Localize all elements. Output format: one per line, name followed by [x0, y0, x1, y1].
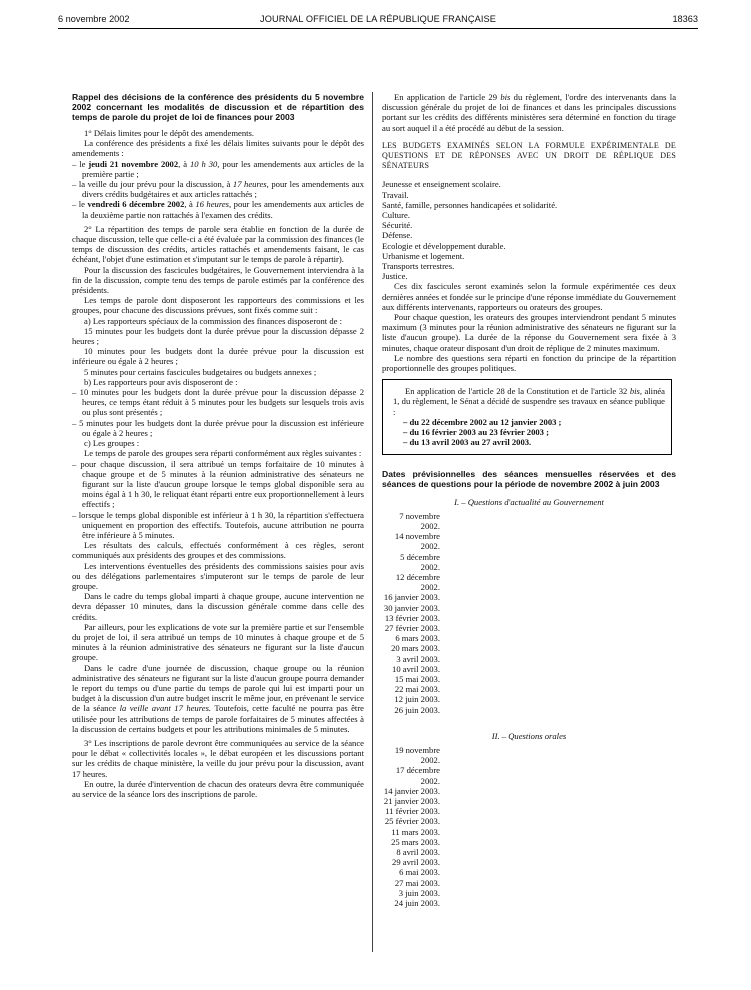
date-item: 21 janvier 2003.: [383, 795, 440, 806]
para-4: Pour la discussion des fascicules budgétaires, le Gouvernement interviendra à la fin de la discussion, compte tenu des temps de parole estimés par la conférence des présidents.: [72, 264, 364, 296]
header-rule: [58, 28, 698, 29]
left-column: [72, 92, 364, 799]
date-item: 20 mars 2003.: [391, 643, 440, 654]
para-5: Les temps de parole dont disposeront les rapporteurs des commissions et les groupes, pour chacune des discussions prévues, sont fixés comme suit :: [72, 295, 364, 316]
dates-list-2: [382, 745, 676, 908]
date-item: 16 janvier 2003.: [383, 592, 440, 603]
section-2-heading: II. – Questions orales: [491, 730, 567, 741]
date-item: 14 novembre 2002.: [394, 531, 440, 552]
item-c: c) Les groupes :: [84, 438, 140, 449]
box-item: – du 22 décembre 2002 au 12 janvier 2003 ;: [403, 416, 562, 427]
item-b1: – 10 minutes pour les budgets dont la durée prévue pour la discussion dépasse 2 heures, ce temps étant réduit à 5 minutes pour les budgets sur lesquels trois avis ou plus sont présentés ;: [72, 387, 364, 418]
date-item: 11 février 2003.: [385, 806, 440, 817]
para-8: Dans le cadre du temps global imparti à chaque groupe, aucune intervention ne devra dépasser 10 minutes, dans la discussion générale comme dans celle des crédits.: [72, 591, 364, 622]
para-10: Dans le cadre d'une journée de discussion, chaque groupe ou la réunion administrative des sénateurs ne figurant sur la liste d'aucun groupe pourra demander le report du temps ou d'une partie du temps de parole qui lui est imparti pour un budget à la discussion d'un autre budget inscrit le même jour, en prévenant le service de la séance la veille avant 17 heures. Toutefois, cette faculté ne pourra pas être utilisée pour les attributions de temps de parole forfaitaires de 5 minutes affectées à la discussion de certains budgets et pour les attributions minimales de 5 minutes.: [72, 662, 364, 734]
date-item: 11 mars 2003.: [391, 826, 440, 837]
date-item: 27 mai 2003.: [394, 877, 440, 888]
dash-item-1: – le jeudi 21 novembre 2002, à 10 h 30, pour les amendements aux articles de la première partie ;: [72, 158, 364, 179]
box-item: – du 13 avril 2003 au 27 avril 2003.: [403, 437, 532, 448]
budgets-caps-heading: LES BUDGETS EXAMINÉS SELON LA FORMULE EXPÉRIMENTALE DE QUESTIONS ET DE RÉPONSES AVEC UN DROIT DE RÉPLIQUE DES SÉNATEURS: [382, 140, 676, 171]
date-item: 15 mai 2003.: [394, 673, 440, 684]
item-a: a) Les rapporteurs spéciaux de la commission des finances disposeront de :: [84, 315, 342, 326]
para-7: Les interventions éventuelles des présidents des commissions saisies pour avis ou des délégations parlementaires s'imputeront sur le temps de parole de leur groupe.: [72, 560, 364, 591]
para-9: Par ailleurs, pour les explications de vote sur la première partie et sur l'ensemble du projet de loi, il sera attribué un temps de 10 minutes à chaque groupe et de 5 minutes à la réunion administrative des sénateurs ne figurant sur la liste d'aucun groupe.: [72, 621, 364, 663]
date-item: 22 mai 2003.: [394, 684, 440, 695]
dash-item-3: – le vendredi 6 décembre 2002, à 16 heures, pour les amendements aux articles de la deuxième partie non rattachés à l'examen des crédits.: [72, 199, 364, 220]
date-item: 30 janvier 2003.: [383, 602, 440, 613]
para-2: La conférence des présidents a fixé les délais limites suivants pour le dépôt des amendements :: [72, 138, 364, 159]
date-item: 29 avril 2003.: [392, 857, 440, 868]
header-date: 6 novembre 2002: [58, 14, 130, 24]
date-item: 7 novembre 2002.: [399, 510, 440, 531]
item-a1: 15 minutes pour les budgets dont la durée prévue pour la discussion dépasse 2 heures ;: [72, 325, 364, 347]
date-item: 5 décembre 2002.: [400, 551, 440, 572]
budget-item: Jeunesse et enseignement scolaire.: [382, 179, 501, 190]
item-b: b) Les rapporteurs pour avis disposeront de :: [84, 376, 238, 387]
box-text: En application de l'article 28 de la Constitution et de l'article 32 bis, alinéa 1, du règlement, le Sénat a décidé de suspendre ses travaux en séance publique :: [393, 386, 665, 417]
item-c1: – pour chaque discussion, il sera attribué un temps forfaitaire de 10 minutes à chaque groupe et de 5 minutes à la réunion administrative des sénateurs ne figurant sur la liste d'aucun groupe lorsque le temps global disponible sera au moins égal à 1 h 30, le reliquat étant réparti entre eux proportionnellement à leurs effectifs ;: [72, 458, 364, 510]
box-item: – du 16 février 2003 au 23 février 2003 ;: [403, 427, 549, 438]
date-item: 25 mars 2003.: [391, 836, 440, 847]
date-item: 6 mai 2003.: [399, 867, 440, 878]
budget-list: [382, 179, 676, 281]
date-item: 8 avril 2003.: [396, 847, 440, 857]
date-item: 25 février 2003.: [384, 816, 440, 827]
date-item: 10 avril 2003.: [392, 663, 440, 674]
section-1-heading: I. – Questions d'actualité au Gouvernement: [454, 496, 604, 507]
para-6: Les résultats des calculs, effectués conformément à ces règles, seront communiqués aux présidents des groupes et des commissions.: [72, 540, 364, 561]
date-item: 24 juin 2003.: [394, 898, 440, 909]
date-item: 14 janvier 2003.: [383, 785, 440, 796]
para-3: 2° La répartition des temps de parole sera établie en fonction de la durée de chaque discussion, telle que celle-ci a été évaluée par la commission des finances (le temps de discussion des crédits, articles rattachés et amendements faisant, le cas échéant, l'objet d'une estimation et s'imputant sur le temps de parole à répartir).: [72, 223, 364, 265]
budget-item: Ecologie et développement durable.: [382, 240, 506, 251]
budget-item: Sécurité.: [382, 220, 413, 231]
para-12: En outre, la durée d'intervention de chacun des orateurs devra être communiquée au service de la séance lors des inscriptions de parole.: [72, 778, 364, 799]
budget-item: Culture.: [382, 210, 410, 221]
suspension-box: [382, 379, 672, 454]
date-item: 12 juin 2003.: [394, 694, 440, 705]
item-b2: – 5 minutes pour les budgets dont la durée prévue pour la discussion est inférieure ou égale à 2 heures ;: [72, 417, 364, 438]
date-item: 3 juin 2003.: [398, 887, 440, 898]
item-c0: Le temps de parole des groupes sera réparti conformément aux règles suivantes :: [84, 448, 362, 459]
right-column: [382, 92, 676, 908]
header-journal-title: JOURNAL OFFICIEL DE LA RÉPUBLIQUE FRANÇAISE: [260, 14, 496, 24]
date-item: 17 décembre 2002.: [395, 765, 440, 786]
para-11: 3° Les inscriptions de parole devront être communiquées au service de la séance pour le débat « collectivités locales », le débat européen et les discussions portant sur les crédits de chaque ministère, la veille du jour prévu pour la discussion, avant 17 heures.: [72, 737, 364, 779]
column-separator: [372, 92, 373, 952]
date-item: 27 février 2003.: [384, 622, 440, 633]
budget-item: Santé, famille, personnes handicapées et solidarité.: [382, 199, 558, 210]
date-item: 13 février 2003.: [384, 612, 440, 623]
budget-item: Défense.: [382, 230, 413, 241]
budget-item: Transports terrestres.: [382, 261, 455, 272]
budget-item: Justice.: [382, 271, 408, 282]
right-para-2: Ces dix fascicules seront examinés selon la formule expérimentée ces deux dernières années et fondée sur le principe d'une réponse immédiate du Gouvernement aux différents intervenants, rapporteurs ou orateurs des groupes.: [382, 281, 676, 312]
header-page-number: 18363: [672, 14, 698, 24]
budget-item: Urbanisme et logement.: [382, 250, 465, 261]
dates-title: Dates prévisionnelles des séances mensuelles réservées et des séances de questions pour la période de novembre 2002 à juin 2003: [382, 468, 676, 489]
para-1: 1° Délais limites pour le dépôt des amendements.: [84, 128, 255, 138]
running-header: [58, 14, 698, 28]
dash-item-2: – la veille du jour prévu pour la discussion, à 17 heures, pour les amendements aux divers crédits budgétaires et aux articles rattachés ;: [72, 179, 364, 200]
dates-list-1: [382, 511, 676, 715]
date-item: 19 novembre 2002.: [394, 744, 440, 766]
date-item: 26 juin 2003.: [394, 704, 440, 715]
right-para-3: Pour chaque question, les orateurs des groupes interviendront pendant 5 minutes maximum (3 minutes pour la réunion administrative des sénateurs ne figurant sur la liste d'aucun groupe). La durée de la réponse du Gouvernement sera fixée à 3 minutes, chaque orateur disposant d'un droit de réplique de 2 minutes maximum.: [382, 312, 676, 353]
date-item: 3 avril 2003.: [396, 653, 440, 664]
item-a2: 10 minutes pour les budgets dont la durée prévue pour la discussion est inférieure ou égale à 2 heures ;: [72, 346, 364, 367]
budget-item: Travail.: [382, 189, 409, 200]
right-para-1: En application de l'article 29 bis du règlement, l'ordre des intervenants dans la discussion générale du projet de loi de finances et dans les principales discussions portant sur les crédits des différents ministères sera déterminé en fonction du tirage au sort auquel il a été procédé au début de la session.: [382, 92, 677, 133]
item-a3: 5 minutes pour certains fascicules budgetaires ou budgets annexes ;: [84, 366, 317, 377]
date-item: 12 décembre 2002.: [395, 571, 440, 593]
item-c2: – lorsque le temps global disponible est inférieur à 1 h 30, la répartition s'effectuera uniquement en proportion des effectifs. Toutefois, aucune attribution ne pourra être inférieure à 5 minutes.: [72, 509, 364, 540]
date-item: 6 mars 2003.: [395, 633, 440, 644]
left-title: Rappel des décisions de la conférence des présidents du 5 novembre 2002 concernant les modalités de discussion et de répartition des temps de parole du projet de loi de finances pour 2003: [72, 92, 364, 122]
right-para-4: Le nombre des questions sera réparti en fonction du principe de la répartition proportionnelle des groupes politiques.: [382, 352, 676, 374]
